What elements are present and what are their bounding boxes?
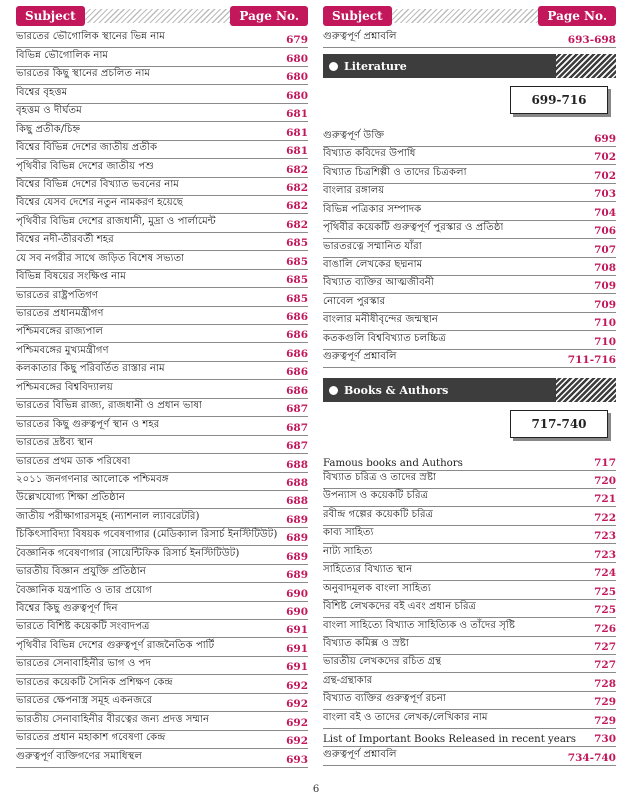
toc-row	[323, 128, 616, 146]
toc-page: 706	[594, 225, 616, 238]
toc-row	[323, 489, 616, 507]
toc-row	[323, 276, 616, 294]
toc-title: বাংলা সাহিত্যে বিখ্যাত সাহিত্যিক ও তাঁদের সৃষ্টি	[323, 619, 515, 631]
toc-row	[16, 122, 308, 140]
toc-row	[323, 471, 616, 489]
toc-row	[323, 350, 616, 368]
toc-page: 709	[594, 298, 616, 311]
toc-title: গুরুত্বপূর্ণ প্রশ্নাবলি	[323, 748, 397, 760]
toc-row	[16, 104, 308, 122]
toc-row	[323, 637, 616, 655]
toc-title: বাংলা বই ও তাদের লেখক/লেখিকার নাম	[323, 711, 488, 723]
literature-page-range: 699-716	[510, 86, 608, 114]
toc-page: 691	[286, 642, 308, 655]
toc-title: বিশ্বের বিভিন্ন দেশের জাতীয় প্রতীক	[16, 142, 158, 154]
toc-page: 689	[286, 513, 308, 526]
toc-row	[16, 491, 308, 509]
toc-page: 699	[594, 132, 616, 145]
toc-page: 728	[594, 677, 616, 690]
subject-label: Subject	[323, 6, 392, 26]
toc-title: বৃহত্তম ও দীর্ঘতম	[16, 105, 82, 117]
toc-page: 685	[286, 274, 308, 287]
toc-row	[16, 454, 308, 472]
toc-title: বৈজ্ঞানিক গবেষণাগার (সায়েন্টিফিক রিসার্চ ইনস্টিটিউট)	[16, 547, 240, 559]
toc-row	[323, 563, 616, 581]
toc-row	[323, 452, 616, 470]
toc-row	[323, 221, 616, 239]
toc-row	[16, 270, 308, 288]
toc-row	[323, 507, 616, 525]
page-no-label: Page No.	[538, 6, 616, 26]
toc-row	[323, 729, 616, 747]
toc-page: 720	[594, 475, 616, 487]
toc-title: গুরুত্বপূর্ণ ব্যক্তিগণের সমাধিস্থল	[16, 750, 142, 762]
toc-page: 680	[286, 71, 308, 84]
subject-label: Subject	[16, 6, 85, 26]
toc-page: 707	[594, 243, 616, 256]
toc-page: 692	[286, 735, 308, 748]
books-list	[323, 452, 616, 765]
toc-row	[16, 380, 308, 398]
toc-row	[16, 196, 308, 214]
toc-row	[323, 30, 616, 48]
toc-row	[16, 288, 308, 306]
toc-title: পৃথিবীর বিভিন্ন দেশের রাজধানী, মুদ্রা ও পার্লামেন্ট	[16, 215, 216, 227]
toc-page: 690	[286, 606, 308, 618]
toc-row	[323, 710, 616, 728]
toc-title: ভারতের ভৌগোলিক স্থানের ভিন্ন নাম	[16, 31, 165, 43]
left-column	[16, 0, 308, 768]
toc-page: 710	[594, 335, 616, 348]
header-stripe	[556, 54, 616, 78]
toc-title: বিখ্যাত কমিক্স ও স্রষ্টা	[323, 637, 409, 649]
toc-row	[323, 184, 616, 202]
toc-title: নোবেল পুরস্কার	[323, 295, 386, 307]
toc-row	[323, 581, 616, 599]
toc-title: ভারতের কিছু স্থানের প্রচলিত নাম	[16, 68, 151, 80]
toc-page: 724	[594, 567, 616, 580]
toc-title: গুরুত্বপূর্ণ উক্তি	[323, 129, 385, 141]
toc-page: 704	[594, 206, 616, 219]
toc-row	[16, 620, 308, 638]
toc-row	[16, 30, 308, 48]
toc-title: ভারতের প্রথম ডাক পরিষেবা	[16, 455, 131, 467]
toc-page: 693-698	[567, 34, 616, 47]
toc-row	[323, 313, 616, 331]
spacer	[323, 114, 616, 128]
toc-page: 703	[594, 188, 616, 201]
toc-page: 723	[594, 548, 616, 561]
toc-title: অনুবাদমূলক বাংলা সাহিত্য	[323, 582, 431, 594]
bullet-icon	[329, 386, 338, 395]
toc-row	[323, 147, 616, 165]
toc-title: গুরুত্বপূর্ণ প্রশ্নাবলি	[323, 31, 397, 43]
toc-row	[16, 509, 308, 527]
toc-row	[323, 165, 616, 183]
toc-page: 691	[286, 661, 308, 674]
toc-title: ভারতীয় লেখকদের রচিত গ্রন্থ	[323, 656, 442, 668]
toc-title: Famous books and Authors	[323, 457, 463, 469]
toc-page: 679	[286, 34, 308, 47]
toc-row	[16, 565, 308, 583]
toc-page: 729	[594, 696, 616, 709]
toc-page: 687	[286, 403, 308, 416]
toc-title: পৃথিবীর বিভিন্ন দেশের জাতীয় পশু	[16, 160, 154, 172]
toc-title: গুরুত্বপূর্ণ প্রশ্নাবলি	[323, 351, 397, 363]
left-contents-list	[16, 30, 308, 768]
toc-page: 730	[594, 733, 616, 746]
toc-page: 688	[286, 458, 308, 471]
toc-row	[16, 325, 308, 343]
toc-title: ২০১১ জনগণনার আলোকে পশ্চিমবঙ্গ	[16, 473, 169, 485]
toc-row	[16, 749, 308, 767]
toc-page: 687	[286, 421, 308, 434]
toc-title: কিছু প্রতীক/চিহ্ন	[16, 123, 81, 135]
toc-title: পশ্চিমবঙ্গের মুখ্যমন্ত্রীগণ	[16, 344, 109, 356]
toc-page: 685	[286, 292, 308, 305]
toc-page: 682	[286, 181, 308, 194]
toc-title: উল্লেখযোগ্য শিক্ষা প্রতিষ্ঠান	[16, 492, 125, 504]
books-section-title: Books & Authors	[344, 383, 449, 397]
toc-page: 692	[286, 716, 308, 729]
toc-row	[323, 294, 616, 312]
books-section-header	[323, 378, 616, 402]
toc-row	[16, 362, 308, 380]
spacer	[323, 438, 616, 452]
toc-page: 688	[286, 495, 308, 508]
right-column	[323, 0, 616, 766]
toc-title: চিকিৎসাবিদ্যা বিষয়ক গবেষণাগার (মেডিক্যাল রিসার্চ ইনস্টিটিউট)	[16, 529, 278, 541]
toc-title: বিভিন্ন পত্রিকার সম্পাদক	[323, 203, 422, 215]
toc-title: ভারতের ক্ষেপনাস্ত্র সমূহ একনজরে	[16, 695, 153, 707]
toc-page: 689	[286, 569, 308, 582]
toc-page: 680	[286, 89, 308, 102]
toc-title: পশ্চিমবঙ্গের রাজ্যপাল	[16, 326, 104, 338]
toc-row	[16, 417, 308, 435]
toc-page: 686	[286, 347, 308, 360]
toc-row	[16, 657, 308, 675]
literature-section-title: Literature	[344, 59, 407, 73]
toc-page: 709	[594, 280, 616, 293]
toc-page: 734-740	[567, 751, 616, 764]
toc-page: 689	[286, 532, 308, 545]
toc-page: 681	[286, 126, 308, 139]
header-stripe	[556, 378, 616, 402]
toc-page: 711-716	[567, 354, 616, 367]
toc-title: বিশিষ্ট লেখকদের বই এবং প্রধান চরিত্র	[323, 601, 477, 613]
toc-page: 691	[286, 624, 308, 637]
toc-page: 721	[594, 493, 616, 506]
toc-title: বিখ্যাত চরিত্র ও তাদের স্রষ্টা	[323, 472, 437, 483]
toc-title: ভারতের কয়েকটি সৈনিক প্রশিক্ষণ কেন্দ্র	[16, 676, 173, 688]
toc-row	[16, 583, 308, 601]
toc-row	[16, 712, 308, 730]
toc-title: বিভিন্ন ভৌগোলিক নাম	[16, 49, 109, 61]
toc-page: 681	[286, 108, 308, 121]
toc-title: বাংলার রঙ্গালয়	[323, 185, 385, 197]
toc-row	[16, 251, 308, 269]
toc-row	[16, 48, 308, 66]
toc-title: পৃথিবীর কয়েকটি গুরুত্বপূর্ণ পুরস্কার ও প্রতিষ্ঠা	[323, 222, 504, 234]
toc-title: কাব্য সাহিত্য	[323, 527, 374, 539]
books-page-range: 717-740	[510, 410, 608, 438]
literature-list	[323, 128, 616, 368]
toc-title: বিশ্বের নদী-তীরবর্তী শহর	[16, 234, 114, 246]
toc-page: 717	[594, 456, 616, 469]
toc-row	[323, 239, 616, 257]
toc-page: 686	[286, 366, 308, 379]
toc-row	[16, 694, 308, 712]
toc-title: ভারতের রাষ্ট্রপতিগণ	[16, 289, 99, 301]
toc-row	[323, 258, 616, 276]
toc-page: 727	[594, 659, 616, 672]
toc-page: 681	[286, 145, 308, 158]
toc-page: 702	[594, 151, 616, 164]
toc-page: 710	[594, 317, 616, 330]
toc-row	[323, 600, 616, 618]
toc-row	[16, 233, 308, 251]
toc-title: কলকাতার কিছু পরিবর্তিত রাস্তার নাম	[16, 363, 165, 375]
toc-title: ভারতরত্নে সম্মানিত যাঁরা	[323, 240, 422, 252]
toc-page: 686	[286, 311, 308, 323]
toc-page: 685	[286, 255, 308, 268]
toc-title: জাতীয় পরীক্ষাগারসমূহ (ন্যাশনাল ল্যাবরেটরি)	[16, 510, 200, 522]
toc-page: 726	[594, 622, 616, 635]
toc-page: 690	[286, 587, 308, 600]
toc-row	[16, 67, 308, 85]
toc-title: গ্রন্থ-গ্রন্থাকার	[323, 674, 373, 686]
toc-row	[323, 544, 616, 562]
toc-row	[16, 602, 308, 620]
right-top-list	[323, 30, 616, 48]
toc-page: 687	[286, 440, 308, 453]
toc-page: 708	[594, 261, 616, 274]
toc-row	[16, 214, 308, 232]
toc-row	[16, 141, 308, 159]
toc-title: ভারতের দ্রষ্টব্য স্থান	[16, 437, 94, 449]
toc-page: 689	[286, 550, 308, 563]
toc-title: বিভিন্ন বিষয়ের সংক্ষিপ্ত নাম	[16, 271, 126, 283]
toc-row	[16, 731, 308, 749]
toc-row	[16, 307, 308, 325]
literature-section-header	[323, 54, 616, 78]
toc-page: 722	[594, 511, 616, 524]
toc-row	[323, 747, 616, 765]
toc-page: 686	[286, 384, 308, 397]
toc-title: ভারতে বিশিষ্ট কয়েকটি সংবাদপত্র	[16, 621, 150, 633]
toc-title: বাঙালি লেখকের ছদ্মনাম	[323, 258, 423, 270]
toc-title: উপন্যাস ও কয়েকটি চরিত্র	[323, 490, 429, 502]
toc-page: 692	[286, 698, 308, 711]
toc-row	[16, 399, 308, 417]
toc-page: 727	[594, 640, 616, 653]
toc-page: 688	[286, 476, 308, 489]
toc-title: পশ্চিমবঙ্গের বিশ্ববিদ্যালয়	[16, 381, 113, 393]
toc-title: ভারতের প্রধানমন্ত্রীগণ	[16, 308, 104, 319]
toc-title: ভারতের বিভিন্ন রাজ্য, রাজধানী ও প্রধান ভাষা	[16, 400, 202, 412]
toc-title: সাহিত্যের বিখ্যাত স্থান	[323, 564, 413, 576]
toc-row	[323, 331, 616, 349]
toc-row	[323, 692, 616, 710]
toc-page: 723	[594, 530, 616, 543]
toc-title: ভারতের কিছু গুরুত্বপূর্ণ স্থান ও শহর	[16, 418, 160, 430]
toc-title: বৈজ্ঞানিক যন্ত্রপাতি ও তার প্রয়োগ	[16, 584, 152, 596]
toc-row	[323, 202, 616, 220]
toc-title: বিখ্যাত ব্যক্তির আত্মজীবনী	[323, 277, 434, 289]
page-number: 6	[312, 784, 320, 795]
toc-title: ভারতের সেনাবাহিনীর ভাগ ও পদ	[16, 658, 151, 670]
toc-row	[16, 528, 308, 546]
right-column-header	[323, 6, 616, 26]
toc-row	[16, 638, 308, 656]
toc-page: 682	[286, 218, 308, 231]
toc-title: ভারতীয় বিজ্ঞান প্রযুক্তি প্রতিষ্ঠান	[16, 566, 146, 578]
toc-title: পৃথিবীর বিভিন্ন দেশের গুরুত্বপূর্ণ রাজনৈতিক পার্টি	[16, 639, 215, 651]
toc-title: ভারতের প্রধান মহাকাশ গবেষণা কেন্দ্র	[16, 732, 166, 744]
toc-page: 692	[286, 679, 308, 692]
toc-title: বিশ্বের বিভিন্ন দেশের বিখ্যাত ভবনের নাম	[16, 178, 179, 190]
toc-title: বিশ্বের যেসব দেশের নতুন নামকরণ হয়েছে	[16, 197, 184, 209]
toc-page: 682	[286, 200, 308, 213]
toc-title: বাংলার মনীষীবৃন্দের জন্মস্থান	[323, 314, 438, 326]
toc-row	[16, 178, 308, 196]
toc-page: 725	[594, 604, 616, 617]
toc-page: 682	[286, 163, 308, 176]
toc-row	[323, 618, 616, 636]
bullet-icon	[329, 62, 338, 71]
toc-row	[16, 675, 308, 693]
toc-title: বিখ্যাত কবিদের উপাধি	[323, 148, 416, 160]
toc-title: বিখ্যাত ব্যক্তির গুরুত্বপূর্ণ রচনা	[323, 693, 446, 705]
toc-page: 725	[594, 585, 616, 598]
toc-page: 693	[286, 753, 308, 766]
toc-title: যে সব নগরীর সাথে জড়িত বিশেষ সভ্যতা	[16, 252, 185, 264]
toc-title: নাট্য সাহিত্য	[323, 545, 373, 557]
toc-page: 702	[594, 169, 616, 182]
toc-row	[16, 436, 308, 454]
toc-row	[16, 546, 308, 564]
toc-title: রবীন্দ্র গল্পের কয়েকটি চরিত্র	[323, 508, 434, 520]
toc-row	[323, 673, 616, 691]
toc-title: বিশ্বের বৃহত্তম	[16, 86, 68, 98]
toc-row	[16, 343, 308, 361]
toc-row	[323, 526, 616, 544]
toc-title: কতকগুলি বিশ্ববিখ্যাত চলচ্চিত্র	[323, 332, 446, 344]
toc-page: 729	[594, 714, 616, 727]
toc-title: List of Important Books Released in recent years	[323, 734, 577, 746]
toc-row	[16, 159, 308, 177]
toc-page: 685	[286, 237, 308, 250]
toc-title: ভারতীয় সেনাবাহিনীর বীরত্বের জন্য প্রদত্ত সম্মান	[16, 713, 210, 725]
left-column-header	[16, 6, 308, 26]
toc-row	[16, 473, 308, 491]
toc-title: বিশ্বের কিছু গুরুত্বপূর্ণ দিন	[16, 603, 118, 614]
toc-row	[16, 85, 308, 103]
toc-title: বিখ্যাত চিত্রশিল্পী ও তাদের চিত্রকলা	[323, 166, 467, 178]
toc-row	[323, 655, 616, 673]
toc-page: 680	[286, 52, 308, 65]
toc-page: 686	[286, 329, 308, 342]
page-no-label: Page No.	[230, 6, 308, 26]
